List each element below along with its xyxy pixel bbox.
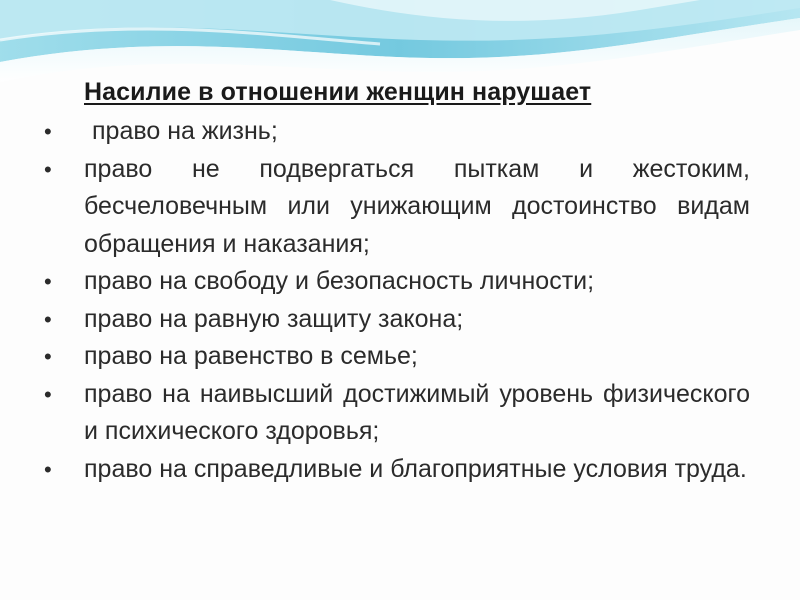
list-item <box>40 263 750 301</box>
list-item-text: право на равенство в семье; <box>84 342 418 370</box>
rights-list <box>40 113 750 488</box>
bullet-icon: • <box>44 381 52 407</box>
list-item-text: право на равную защиту закона; <box>84 304 464 333</box>
list-item <box>40 338 750 376</box>
list-item-text: право на наивысший достижимый уровень физического и психического здоровья; <box>84 379 750 445</box>
list-item <box>40 113 750 151</box>
bullet-icon: • <box>44 306 52 332</box>
list-item <box>40 151 750 264</box>
bullet-icon: • <box>44 344 52 369</box>
bullet-icon: • <box>44 456 52 482</box>
bullet-icon: • <box>44 119 52 144</box>
slide-content <box>40 78 750 488</box>
slide-title: Насилие в отношении женщин нарушает <box>84 78 592 106</box>
list-item-text: право на свободу и безопасность личности; <box>84 267 595 295</box>
bullet-icon: • <box>44 269 52 294</box>
list-item <box>40 301 750 339</box>
list-item <box>40 376 750 451</box>
list-item <box>40 451 750 489</box>
list-item-text: право на справедливые и благоприятные условия труда. <box>84 454 747 483</box>
list-item-text: право на жизнь; <box>92 117 278 145</box>
bullet-icon: • <box>44 156 52 182</box>
list-item-text: право не подвергаться пыткам и жестоким, бесчеловечным или унижающим достоинство видам обращения и наказания; <box>84 154 750 258</box>
